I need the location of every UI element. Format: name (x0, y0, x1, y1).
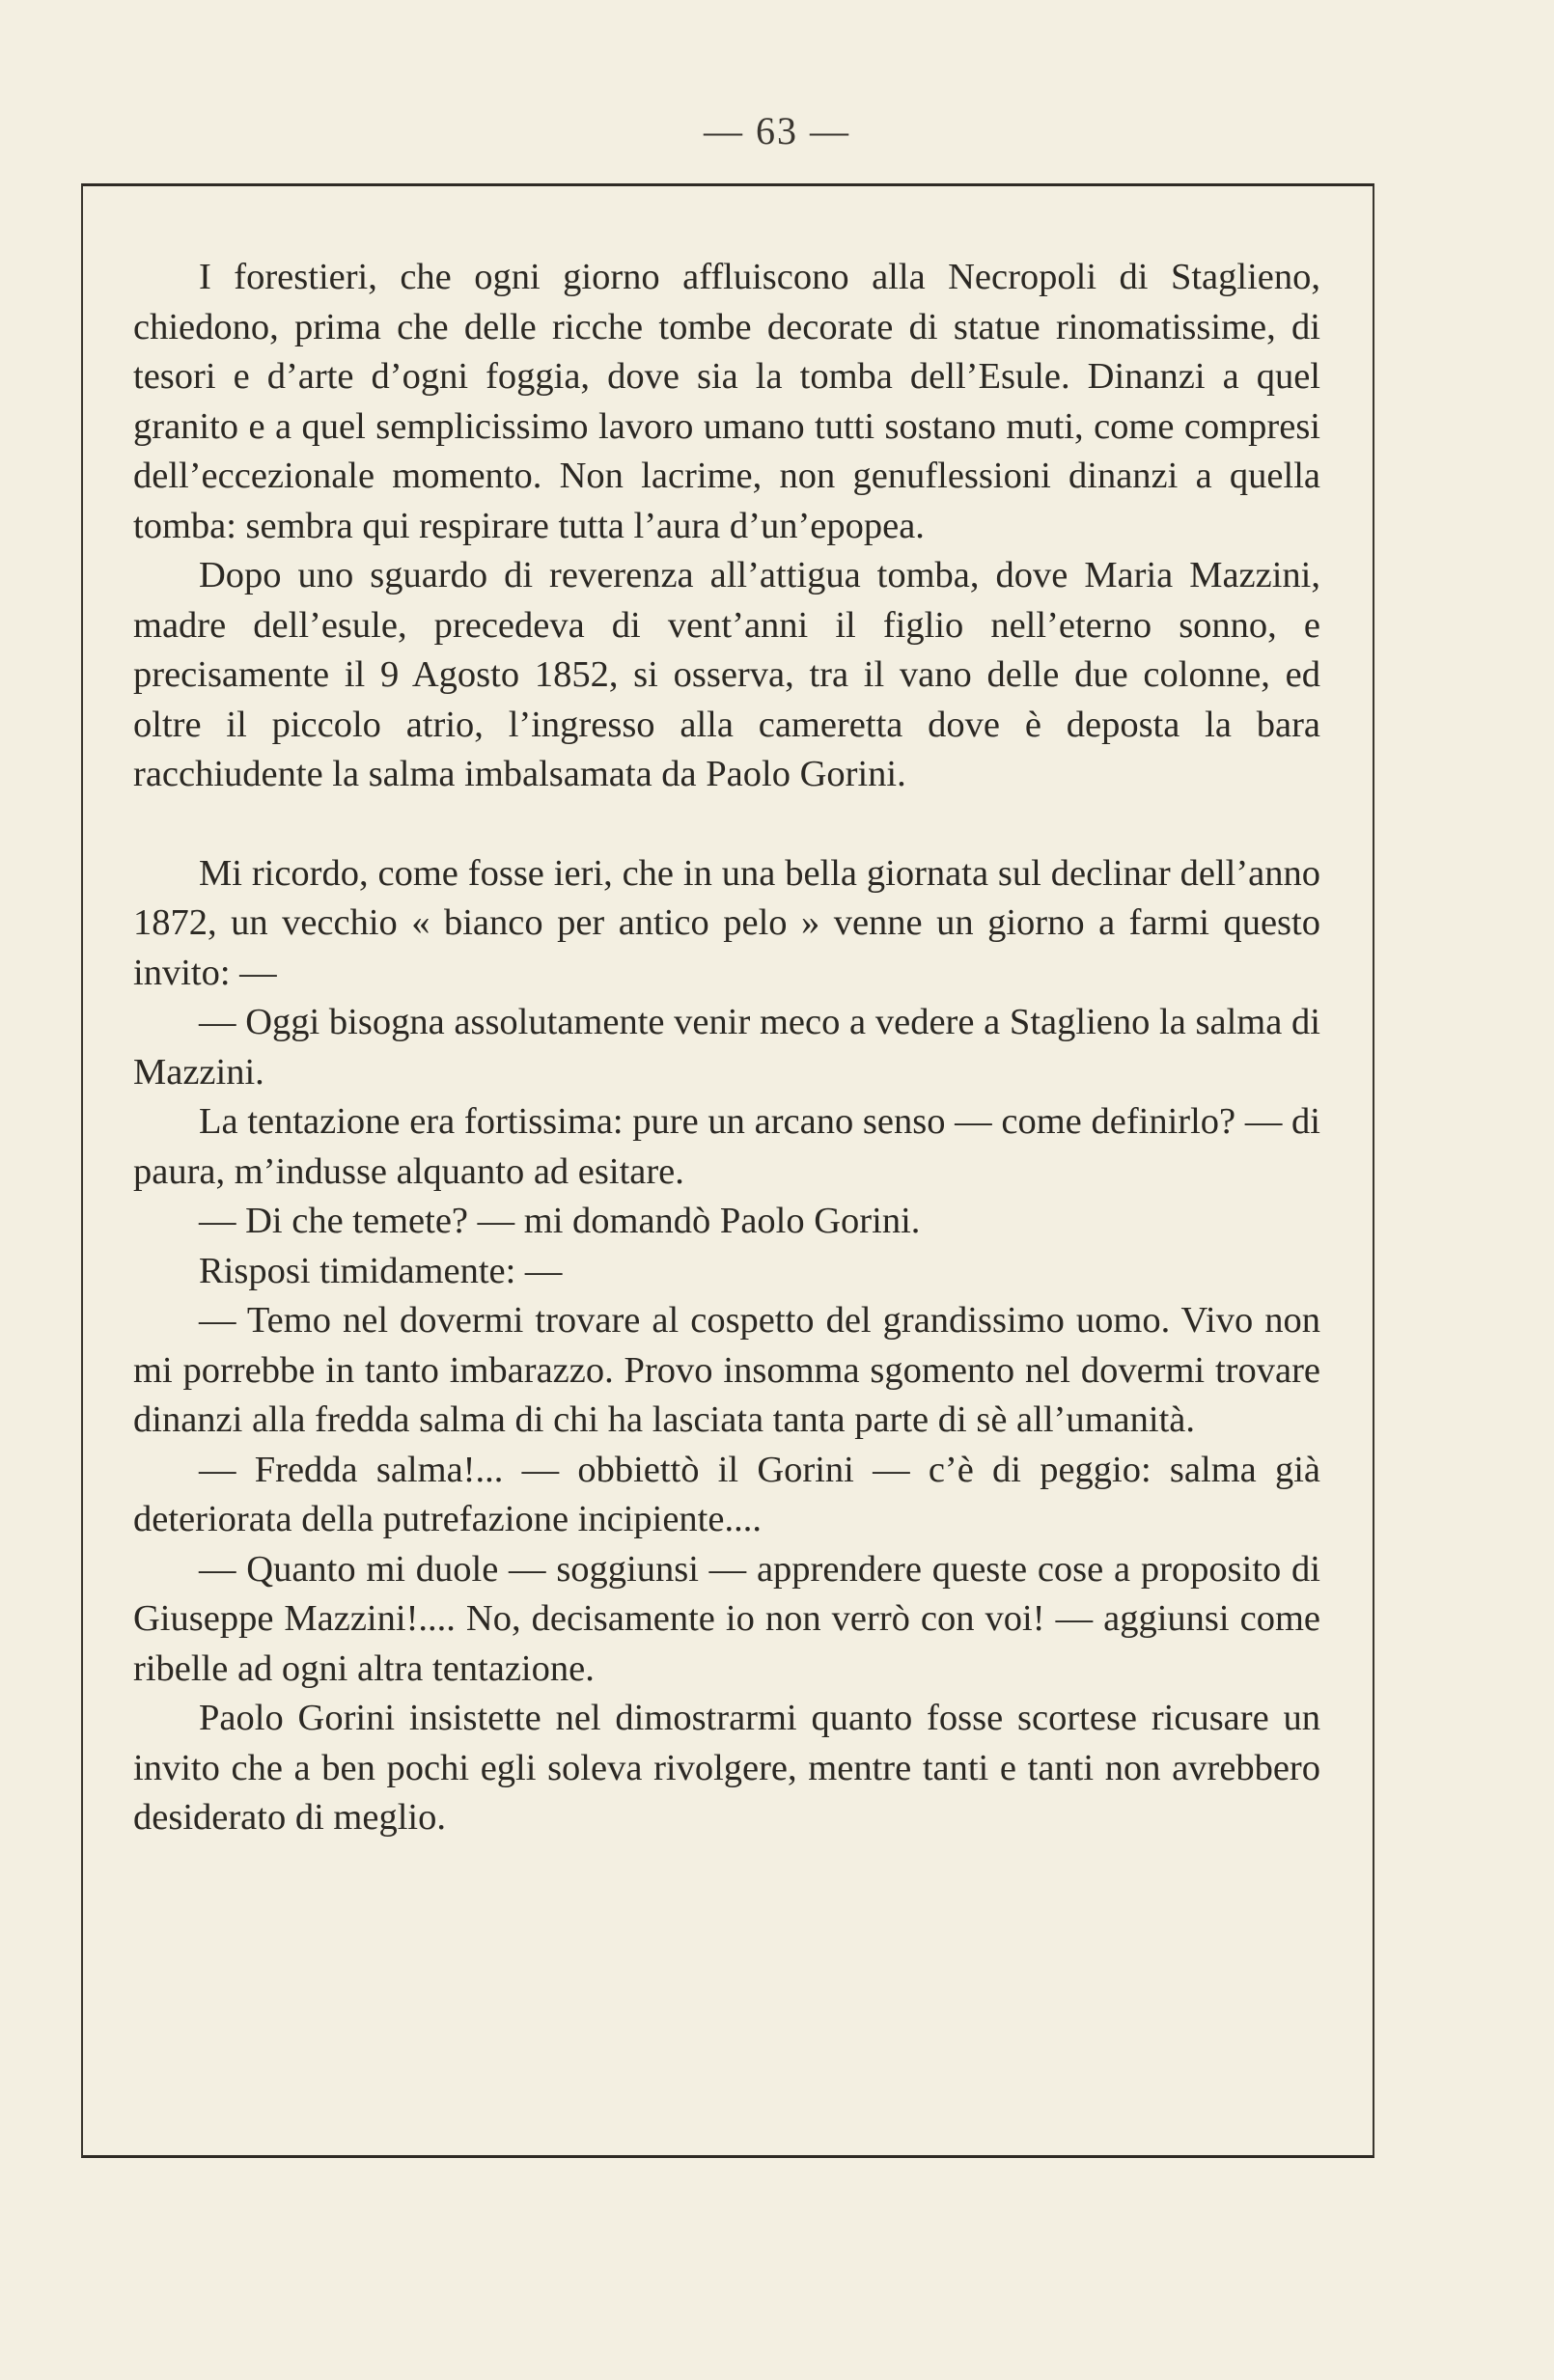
paragraph-8: — Temo nel dovermi trovare al cospetto del grandissimo uomo. Vivo non mi porrebbe in tanto imbarazzo. Provo insomma sgomento nel dovermi trovare dinanzi alla fredda salma di chi ha lasciata tanta parte di sè all’umanità. (133, 1300, 1320, 1440)
paragraph-4: — Oggi bisogna assolutamente venir meco a vedere a Staglieno la salma di Mazzini. (133, 1002, 1320, 1093)
page-number: — 63 — (704, 109, 850, 152)
paragraph-3: Mi ricordo, come fosse ieri, che in una bella giornata sul declinar dell’anno 1872, un vecchio « bianco per antico pelo » venne un giorno a farmi questo invito: — (133, 852, 1320, 993)
paragraph-10: — Quanto mi duole — soggiunsi — apprendere queste cose a proposito di Giuseppe Mazzini!.... No, decisamente io non verrò con voi! — aggiunsi come ribelle ad ogni altra tentazione. (133, 1548, 1320, 1689)
paragraph-9: — Fredda salma!... — obbiettò il Gorini — c’è di peggio: salma già deteriorata della putrefazione incipiente.... (133, 1449, 1320, 1539)
paragraph-1: I forestieri, che ogni giorno affluiscono alla Necropoli di Staglieno, chiedono, prima che delle ricche tombe decorate di statue rinomatissime, di tesori e d’arte d’ogni foggia, dove sia la tomba dell’Esule. Dinanzi a quel granito e a quel semplicissimo lavoro umano tutti sostano muti, come compresi dell’eccezionale momento. Non lacrime, non genuflessioni dinanzi a quella tomba: sembra qui respirare tutta l’aura d’un’epopea. (133, 257, 1320, 546)
paragraph-5: La tentazione era fortissima: pure un arcano senso — come definirlo? — di paura, m’indusse alquanto ad esitare. (133, 1101, 1320, 1192)
paragraph-7: Risposi timidamente: — (199, 1250, 563, 1291)
body-text (133, 253, 1320, 1843)
paragraph-11: Paolo Gorini insistette nel dimostrarmi quanto fosse scortese ricusare un invito che a ben pochi egli soleva rivolgere, mentre tanti e tanti non avrebbero desiderato di meglio. (133, 1698, 1320, 1838)
paragraph-2: Dopo uno sguardo di reverenza all’attigua tomba, dove Maria Mazzini, madre dell’esule, precedeva di vent’anni il figlio nell’eterno sonno, e precisamente il 9 Agosto 1852, si osserva, tra il vano delle due colonne, ed oltre il piccolo atrio, l’ingresso alla cameretta dove è deposta la bara racchiudente la salma imbalsamata da Paolo Gorini. (133, 555, 1320, 794)
paragraph-6: — Di che temete? — mi domandò Paolo Gorini. (199, 1201, 921, 1241)
